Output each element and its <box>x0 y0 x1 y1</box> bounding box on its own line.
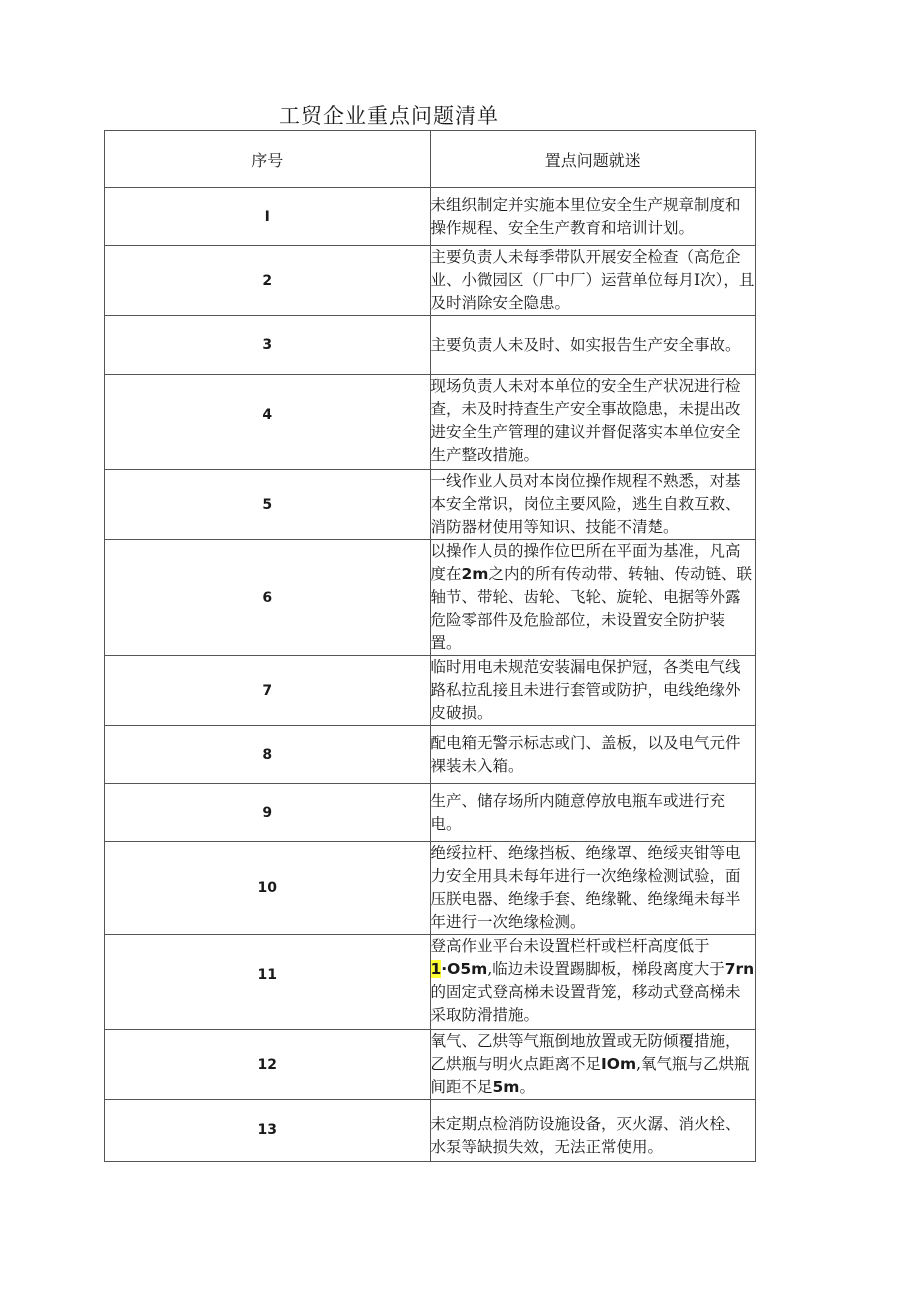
row-text: 未组织制定并实施本里位安全生产规章制度和操作规程、安全生产教育和培训计划。 <box>430 188 756 246</box>
row-number: 12 <box>105 1030 431 1100</box>
row-number: 7 <box>105 656 431 726</box>
row-text-part: ·O5m <box>441 960 488 978</box>
row-text <box>430 540 756 656</box>
row-text-part: 以操作人员的操作位巴所在平面为基准，凡高度在 <box>430 542 741 583</box>
row-text-part: 。 <box>519 1078 535 1096</box>
header-desc: 置点问题就迷 <box>430 131 756 188</box>
row-text-part: 登高作业平台未设置栏杆或栏杆高度低于 <box>430 937 710 955</box>
highlighted-value: 1 <box>430 960 442 978</box>
row-text-part: 5m <box>492 1078 520 1096</box>
table-row <box>105 1100 756 1162</box>
header-num: 序号 <box>105 131 431 188</box>
row-number: 3 <box>105 316 431 375</box>
row-text <box>430 935 756 1030</box>
table-row <box>105 316 756 375</box>
row-number: 13 <box>105 1100 431 1162</box>
table-row <box>105 726 756 784</box>
row-text: 现场负责人未对本单位的安全生产状况进行检查，未及时持查生产安全事故隐患，未提出改进安全生产管理的建议并督促落实本单位安全生产整改措施。 <box>430 375 756 470</box>
row-text: 一线作业人员对本岗位操作规程不熟悉，对基本安全常识，岗位主要风险，逃生自救互救、消防器材使用等知识、技能不清楚。 <box>430 470 756 540</box>
row-text: 主要负责人未及时、如实报告生产安全事故。 <box>430 316 756 375</box>
row-number: 6 <box>105 540 431 656</box>
row-number: 8 <box>105 726 431 784</box>
row-text-part: 之内的所有传动带、转轴、传动链、联轴节、带轮、齿轮、飞轮、旋轮、电据等外露危险零部件及危脸部位，未设置安全防护装置。 <box>430 565 752 652</box>
table-row <box>105 470 756 540</box>
table-row <box>105 188 756 246</box>
table-row <box>105 842 756 935</box>
row-text-part: IOm <box>601 1055 637 1073</box>
row-text-part: 氧气、乙烘等气瓶倒地放置或无防倾覆措施，乙烘瓶与明火点距离不足 <box>430 1032 741 1073</box>
table-row <box>105 246 756 316</box>
row-text: 未定期点检消防设施设备，灭火潺、消火栓、水泵等缺损失效，无法正常使用。 <box>430 1100 756 1162</box>
row-text-part: 2m <box>461 565 489 583</box>
row-number: I <box>105 188 431 246</box>
row-text-part: ,氧气瓶与乙烘瓶间距不足 <box>430 1055 750 1096</box>
table-row <box>105 1030 756 1100</box>
table-row <box>105 935 756 1030</box>
table-row <box>105 540 756 656</box>
row-number: 9 <box>105 784 431 842</box>
row-text-part: ,临边未设置踢脚板，梯段离度大于 <box>487 960 725 978</box>
row-number: 10 <box>105 842 431 935</box>
row-text: 生产、储存场所内随意停放电瓶车或进行充电。 <box>430 784 756 842</box>
row-text: 绝绥拉杆、绝缘挡板、绝缘罩、绝绥夹钳等电力安全用具未每年进行一次绝缘检测试验，面压朕电器、绝缘手套、绝缘靴、绝缘绳未每半年进行一次绝缘检测。 <box>430 842 756 935</box>
table-header-row <box>105 131 756 188</box>
row-number: 11 <box>105 935 431 1030</box>
row-number: 5 <box>105 470 431 540</box>
row-number: 4 <box>105 375 431 470</box>
row-number: 2 <box>105 246 431 316</box>
row-text-part: 7rn <box>724 960 755 978</box>
row-text: 临时用电未规范安装漏电保护冠，各类电气线路私拉乱接且未进行套管或防护，电线绝缘外皮破损。 <box>430 656 756 726</box>
table-row <box>105 656 756 726</box>
table-row <box>105 784 756 842</box>
row-text-part: 的固定式登高梯未设置背笼，移动式登高梯未采取防滑措施。 <box>430 983 741 1024</box>
issues-table <box>104 130 756 1162</box>
row-text: 配电箱无警示标志或门、盖板，以及电气元件裸装未入箱。 <box>430 726 756 784</box>
document-title: 工贸企业重点问题清单 <box>279 104 499 128</box>
table-row <box>105 375 756 470</box>
row-text <box>430 1030 756 1100</box>
row-text: 主要负责人未每季带队开展安全检查（高危企业、小微园区（厂中厂）运营单位每月I次），且及时消除安全隐患。 <box>430 246 756 316</box>
